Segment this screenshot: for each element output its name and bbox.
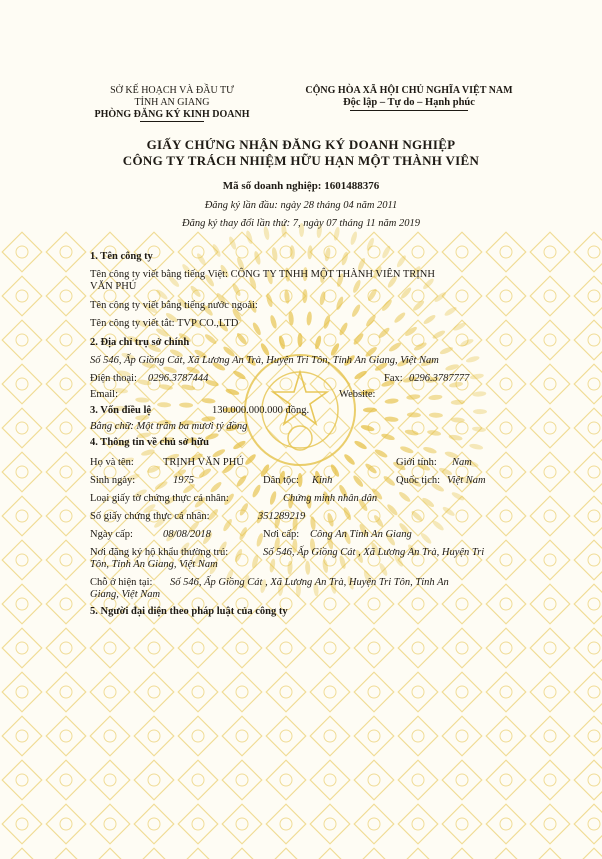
id-number-label: Số giấy chứng thực cá nhân: (90, 511, 210, 522)
fax-label: Fax: (384, 373, 403, 384)
document-subtitle: CÔNG TY TRÁCH NHIỆM HỮU HẠN MỘT THÀNH VIÊN (122, 153, 480, 168)
enterprise-code: Mã số doanh nghiệp: 1601488376 (222, 180, 380, 192)
header-ministry: SỞ KẾ HOẠCH VÀ ĐẦU TƯ (110, 85, 234, 96)
section-1-title: 1. Tên công ty (90, 251, 153, 262)
gender-label: Giới tính: (396, 457, 437, 468)
ethnic-label: Dân tộc: (263, 475, 299, 486)
email-label: Email: (90, 389, 118, 400)
company-name-foreign: Tên công ty viết bằng tiếng nước ngoài: (90, 300, 258, 311)
current-address-cont: Giang, Việt Nam (90, 589, 161, 600)
fax-value: 0296.3787777 (409, 373, 470, 384)
company-name-vn: Tên công ty viết bằng tiếng Việt: CÔNG TY TNHH MỘT THÀNH VIÊN TRỊNH (90, 269, 435, 280)
website-label: Website: (339, 389, 376, 400)
issue-place-label: Nơi cấp: (263, 529, 300, 540)
head-office-address: Số 546, Ấp Giồng Cát, Xã Lương An Trà, Huyện Tri Tôn, Tỉnh An Giang, Việt Nam (90, 355, 439, 366)
ethnic-value: Kinh (312, 475, 333, 486)
first-registration: Đăng ký lần đầu: ngày 28 tháng 04 năm 2011 (204, 200, 398, 211)
nationality-value: Việt Nam (447, 475, 486, 486)
charter-capital-words: Bằng chữ: Một trăm ba mươi tỷ đồng (90, 421, 248, 432)
owner-name-label: Họ và tên: (90, 457, 134, 468)
section-4-title: 4. Thông tin về chủ sở hữu (90, 437, 210, 448)
permanent-address-label: Nơi đăng ký hộ khẩu thường trú: (90, 547, 229, 558)
company-short-name: Tên công ty viết tắt: TVP CO.,LTD (90, 318, 239, 329)
issue-date-label: Ngày cấp: (90, 529, 133, 540)
header-province: TỈNH AN GIANG (134, 97, 210, 108)
header-motto: Độc lập – Tự do – Hạnh phúc (343, 97, 475, 108)
current-address-label: Chỗ ở hiện tại: (90, 577, 153, 588)
owner-name: TRỊNH VĂN PHÚ (163, 457, 244, 468)
phone-value: 0296.3787444 (148, 373, 209, 384)
current-address: Số 546, Ấp Giồng Cát , Xã Lương An Trà, Huyện Tri Tôn, Tỉnh An (170, 577, 449, 588)
section-5-title: 5. Người đại diện theo pháp luật của công ty (90, 606, 288, 617)
id-number-value: 351289219 (258, 511, 306, 522)
issue-date-value: 08/08/2018 (163, 529, 211, 540)
section-3-title: 3. Vốn điều lệ (90, 405, 152, 416)
document-title: GIẤY CHỨNG NHẬN ĐĂNG KÝ DOANH NGHIỆP (146, 137, 456, 152)
permanent-address-cont: Tôn, Tỉnh An Giang, Việt Nam (90, 559, 218, 570)
company-name-vn-cont: VĂN PHÚ (90, 281, 137, 292)
header-country: CỘNG HÒA XÃ HỘI CHỦ NGHĨA VIỆT NAM (305, 85, 513, 96)
header-left-rule (140, 121, 204, 122)
header-right-rule (350, 110, 468, 111)
phone-label: Điện thoại: (90, 373, 137, 384)
section-2-title: 2. Địa chỉ trụ sở chính (90, 337, 190, 348)
nationality-label: Quốc tịch: (396, 475, 441, 486)
dob-value: 1975 (173, 475, 194, 486)
dob-label: Sinh ngày: (90, 475, 136, 486)
id-type-value: Chứng minh nhân dân (283, 493, 378, 504)
issue-place-value: Công An Tỉnh An Giang (310, 529, 412, 540)
gender-value: Nam (452, 457, 472, 468)
permanent-address: Số 546, Ấp Giồng Cát , Xã Lương An Trà, Huyện Tri (263, 547, 485, 558)
change-registration: Đăng ký thay đổi lần thứ: 7, ngày 07 tháng 11 năm 2019 (182, 218, 420, 229)
header-office: PHÒNG ĐĂNG KÝ KINH DOANH (94, 109, 250, 120)
id-type-label: Loại giấy tờ chứng thực cá nhân: (90, 493, 229, 504)
charter-capital-amount: 130.000.000.000 đồng. (212, 405, 310, 416)
